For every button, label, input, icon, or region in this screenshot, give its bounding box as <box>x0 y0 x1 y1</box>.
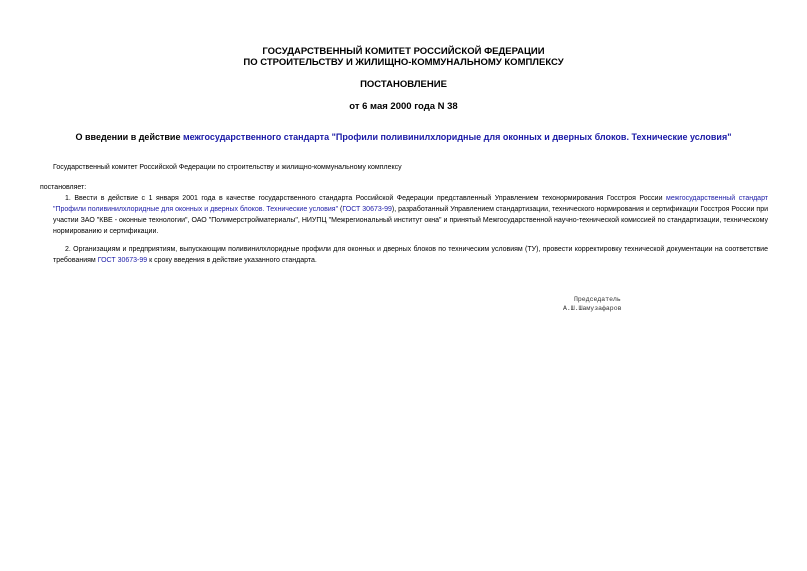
gost-link-2[interactable]: ГОСТ 30673-99 <box>97 257 148 264</box>
resolves-text: постановляет: <box>40 184 87 191</box>
organization-line-2: ПО СТРОИТЕЛЬСТВУ И ЖИЛИЩНО-КОММУНАЛЬНОМУ КОМПЛЕКСУ <box>243 57 564 68</box>
item-1-text-c: ), разработанный Управлением стандартизации, технического нормирования и сертификации Госстроя России при участии ЗАО "КВЕ - оконные технологии", ОАО "Полимерстройматериалы", НИУПЦ "Межрегиональный институт окна" и принятый Межгосударственной научно-технической комиссией по стандартизации, техническому нормированию и сертификации. <box>53 206 769 235</box>
signature-name: А.Ш.Шамузафаров <box>563 305 622 312</box>
document-type: ПОСТАНОВЛЕНИЕ <box>360 79 447 90</box>
item-1-text-a: 1. Ввести в действие с 1 января 2001 года в качестве государственного стандарта Российской Федерации представленный Управлением техонормирования Госстроя России <box>65 195 667 202</box>
issuer-text: Государственный комитет Российской Федерации по строительству и жилищно-коммунальному комплексу <box>53 164 402 171</box>
item-2-paragraph <box>53 244 768 266</box>
item-2-text-a: 2. Организациям и предприятиям, выпускающим поливинилхлоридные профили для оконных и дверных блоков по техническим условиям (ТУ), провести корректировку технической документации на соответствие требованиям <box>53 246 768 264</box>
organization-name <box>0 46 807 68</box>
document-date-number: от 6 мая 2000 года N 38 <box>349 101 458 112</box>
gost-link[interactable]: ГОСТ 30673-99 <box>342 206 392 213</box>
interstate-standard-link[interactable]: межгосударственный стандарт "Профили поливинилхлоридные для оконных и дверных блоков. Технические условия" <box>53 195 769 213</box>
item-1-paragraph <box>53 193 768 237</box>
document-title <box>0 132 807 142</box>
signature-position: Председатель <box>574 296 621 303</box>
item-1-text-b: ( <box>338 206 343 213</box>
item-2-text-b: к сроку введения в действие указанного стандарта. <box>147 257 317 264</box>
organization-line-1: ГОСУДАРСТВЕННЫЙ КОМИТЕТ РОССИЙСКОЙ ФЕДЕРАЦИИ <box>262 46 545 57</box>
standard-title-link[interactable]: межгосударственного стандарта "Профили поливинилхлоридные для оконных и дверных блоков. Технические условия" <box>182 132 732 142</box>
title-prefix: О введении в действие <box>75 132 183 142</box>
